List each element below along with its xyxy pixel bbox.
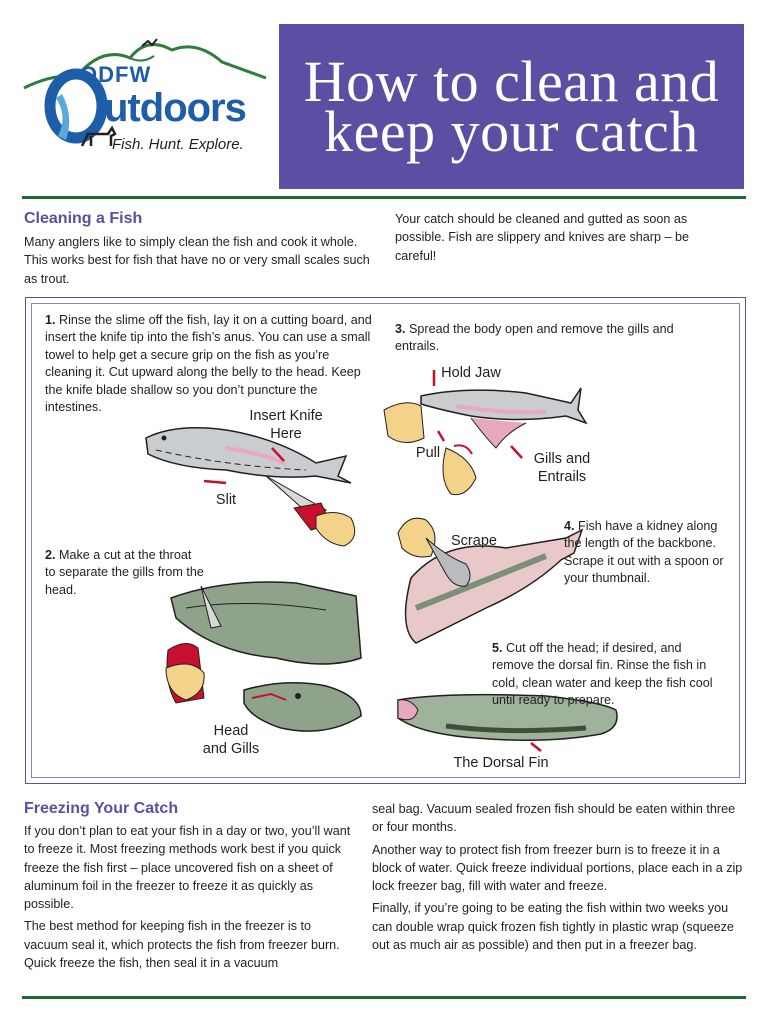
label-entrails: Entrails: [537, 469, 587, 485]
logo-brand-main: utdoors: [104, 86, 246, 130]
step-5-number: 5.: [492, 641, 503, 655]
top-divider: [22, 196, 746, 199]
label-insert-knife-here: [231, 407, 341, 443]
step-3-description: Spread the body open and remove the gills and entrails.: [395, 322, 674, 354]
label-here: Here: [270, 426, 302, 442]
label-gills-and: Gills and: [533, 451, 591, 467]
page-title: [303, 48, 720, 164]
label-dorsal-fin: The Dorsal Fin: [453, 755, 549, 771]
step-4-description: Fish have a kidney along the length of the backbone. Scrape it out with a spoon or your thumbnail.: [564, 519, 724, 586]
odfw-outdoors-logo: [22, 36, 270, 166]
label-gills-and-entrails: [522, 450, 602, 486]
label-slit: Slit: [215, 492, 237, 508]
freezing-left-column: [24, 822, 354, 976]
step-1-number: 1.: [45, 313, 56, 327]
freezing-paragraph-1: If you don’t plan to eat your fish in a day or two, you’ll want to freeze it. Most freezing methods work best if you quick freeze the fish first – place uncovered fish on a sheet of aluminum foil in the freezer to freeze it as quickly as possible.: [24, 824, 351, 912]
step-4-text: [564, 518, 724, 588]
label-hold-jaw: Hold Jaw: [441, 365, 501, 381]
title-line-2: keep your catch: [324, 98, 699, 164]
title-banner: [279, 24, 744, 189]
label-and-gills: and Gills: [202, 741, 260, 757]
bottom-divider: [22, 996, 746, 999]
label-head-and-gills: [196, 722, 266, 758]
step-5-text: [492, 640, 722, 710]
label-head: Head: [213, 723, 249, 739]
step-1-description: Rinse the slime off the fish, lay it on a cutting board, and insert the knife tip into the fish’s anus. You can use a small towel to help get a secure grip on the fish as you’re cleaning it. Cut upward along the belly to the head. Keep the knife blade shallow so you don’t puncture the intestines.: [45, 313, 372, 415]
step2-fish-illustration: [166, 582, 361, 731]
step-5-description: Cut off the head; if desired, and remove the dorsal fin. Rinse the fish in cold, clean water and keep the fish cool until ready to prepare.: [492, 641, 713, 708]
step-2-text: [45, 547, 205, 599]
label-insert-knife: Insert Knife: [249, 408, 323, 424]
step-2-description: Make a cut at the throat to separate the gills from the head.: [45, 548, 204, 597]
freezing-paragraph-4: Another way to protect fish from freezer burn is to freeze it in a block of water. Quick freeze individual portions, place each in a zip lock freezer bag, fill with water and freeze.: [372, 842, 743, 894]
step-4-number: 4.: [564, 519, 575, 533]
logo-brand-top: ODFW: [80, 62, 152, 87]
cleaning-intro-left: Many anglers like to simply clean the fish and cook it whole. This works best for fish that have no or very small scales such as trout.: [24, 235, 370, 286]
cleaning-intro-right: Your catch should be cleaned and gutted as soon as possible. Fish are slippery and knives are sharp – be careful!: [395, 212, 690, 263]
step-3-number: 3.: [395, 322, 406, 336]
freezing-paragraph-2: The best method for keeping fish in the freezer is to vacuum seal it, which protects the fish from freezer burn. Quick freeze the fish, then seal it in a vacuum: [24, 919, 340, 971]
freezing-paragraph-3: seal bag. Vacuum sealed frozen fish should be eaten within three or four months.: [372, 802, 736, 835]
label-pull: Pull: [415, 445, 441, 461]
freezing-right-column: [372, 800, 746, 958]
step-3-text: [395, 321, 695, 356]
logo-tagline: Fish. Hunt. Explore.: [112, 136, 244, 153]
freezing-paragraph-5: Finally, if you’re going to be eating the fish within two weeks you can double wrap quick frozen fish tightly in plastic wrap (squeeze out as much air as possible) and then put in a freezer bag.: [372, 901, 734, 953]
label-scrape: Scrape: [451, 533, 497, 549]
step-1-text: [45, 312, 375, 416]
cleaning-heading: Cleaning a Fish: [24, 210, 143, 227]
step-2-number: 2.: [45, 548, 56, 562]
step1-fish-illustration: [146, 428, 355, 546]
cleaning-steps-diagram: [25, 297, 746, 784]
title-line-1: How to clean and: [303, 48, 720, 114]
freezing-heading: Freezing Your Catch: [24, 800, 179, 817]
